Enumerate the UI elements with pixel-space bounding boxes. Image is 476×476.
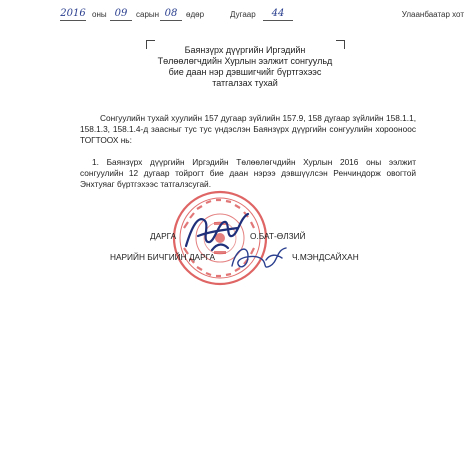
- document-title: [150, 45, 340, 89]
- preamble-paragraph: Сонгуулийн тухай хуулийн 157 дугаар зүйлийн 157.9, 158 дугаар зүйлийн 158.1.1, 158.1.3, 158.1.4-д заасныг тус тус үндэслэн Баянзүрх дүүргийн сонгуулийн хорооноос ТОГТООХ нь:: [80, 113, 416, 145]
- number-label: Дугаар: [230, 10, 256, 19]
- secretary-name: Ч.МЭНДСАЙХАН: [292, 252, 359, 262]
- handwritten-number: 44: [263, 8, 293, 21]
- chair-title: ДАРГА: [150, 231, 177, 241]
- document-header: [60, 8, 470, 24]
- city-name: Улаанбаатар хот: [401, 10, 464, 19]
- year-suffix: оны: [92, 10, 107, 19]
- title-line: Баянзүрх дүүргийн Иргэдийн: [184, 45, 306, 55]
- handwritten-month: 09: [110, 8, 132, 21]
- title-line: татгалзах тухай: [212, 78, 278, 88]
- handwritten-day: 08: [160, 8, 182, 21]
- title-line: бие даан нэр дэвшигчийг бүртгэхээс: [168, 67, 322, 77]
- secretary-title: НАРИЙН БИЧГИЙН ДАРГА: [110, 252, 216, 262]
- day-suffix: өдөр: [186, 10, 205, 19]
- month-suffix: сарын: [136, 10, 160, 19]
- resolution-paragraph: 1. Баянзүрх дүүргийн Иргэдийн Төлөөлөгчдийн Хурлын 2016 оны ээлжит сонгуулийн 12 дугаар тойрогт бие даан нэрээ дэвшүүлсэн Ренчиндорж овогтой Энхтуяаг бүртгэхээс татгалзсугай.: [80, 157, 416, 189]
- secretary-signature: [226, 240, 296, 276]
- title-line: Төлөөлөгчдийн Хурлын ээлжит сонгуульд: [157, 56, 333, 66]
- chair-name: О.БАТ-ӨЛЗИЙ: [250, 231, 306, 241]
- handwritten-year: 2016: [60, 8, 86, 19]
